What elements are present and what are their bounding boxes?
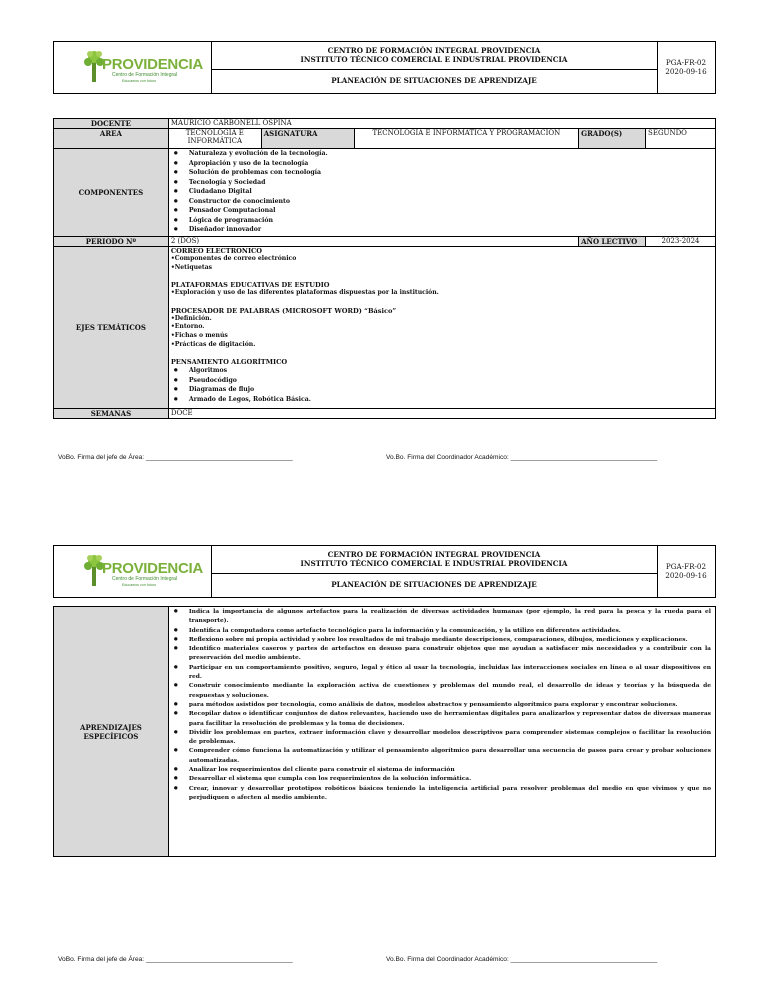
grado-label: GRADO(S) [579,129,646,149]
correo-title: CORREO ELECTRONICO [170,247,263,255]
header-title-line2: INSTITUTO TÉCNICO COMERCIAL E INDUSTRIAL PROVIDENCIA [300,559,568,568]
doc-code: PGA-FR-02 [665,562,707,571]
logo-name: PROVIDENCIA [102,560,203,577]
componente-item: ● Apropiación y uso de la tecnología [189,159,713,169]
aprendizaje-item: ● Reflexiono sobre mi propia actividad y sobre los resultados de mi trabajo mediante descripciones, comparaciones, dibujos, mediciones y explicaciones. [189,635,711,644]
asignatura-label: ASIGNATURA [261,129,354,149]
plataformas-item: •Exploración y uso de las diferentes plataformas dispuestas por la institución. [170,289,439,297]
providencia-logo [82,50,203,88]
ano-label: AÑO LECTIVO [579,237,646,247]
logo-sub: Centro de Formación Integral [112,576,178,582]
semanas-value: DOCE [168,409,715,419]
signature-jefe: VoBo. Firma del jefe de Área: ________________________________________ [58,956,293,963]
header-subtitle: PLANEACIÓN DE SITUACIONES DE APRENDIZAJE [331,580,537,589]
aprendizajes-list [171,607,711,802]
aprendizaje-item: ● Desarrollar el sistema que cumpla con los requerimientos de la solución informática. [189,774,711,783]
correo-item: •Componentes de correo electrónico [170,255,297,262]
procesador-item: •Fichas o menús [170,331,228,339]
providencia-logo [82,554,203,592]
signature-coordinador: Vo.Bo. Firma del Coordinador Académico: ________________________________________ [386,956,658,963]
doc-date: 2020-09-16 [665,571,707,580]
header-code-cell [657,42,715,93]
planning-table [53,118,716,419]
componente-item: ● Solución de problemas con tecnología [189,168,713,178]
componente-item: ● Tecnología y Sociedad [189,178,713,188]
pensamiento-title: PENSAMIENTO ALGORÍTMICO [170,358,288,367]
aprendizaje-item: ● Participar en un comportamiento positivo, seguro, legal y ético al usar la tecnología, incluidas las interacciones sociales en línea o al usar dispositivos en red. [189,663,711,682]
ejes-content [168,247,715,409]
header-title-cell [211,546,658,597]
aprendizaje-item: ● Construir conocimiento mediante la exploración activa de cuestiones y problemas del mundo real, el desarrollo de ideas y teorías y la búsqueda de respuestas y soluciones. [189,681,711,700]
aprendizaje-item: ● Comprender cómo funciona la automatización y utilizar el pensamiento algorítmico para desarrollar una secuencia de pasos para crear y probar soluciones automatizadas. [189,746,711,765]
ejes-label: EJES TEMÁTICOS [54,247,169,409]
docente-label: DOCENTE [54,119,169,129]
pensamiento-item: ● Pseudocódigo [189,376,713,386]
procesador-items [171,315,713,349]
ano-value: 2023-2024 [646,237,716,247]
header-title-line2: INSTITUTO TÉCNICO COMERCIAL E INDUSTRIAL PROVIDENCIA [300,55,568,64]
aprendizaje-item: ● Crear, innovar y desarrollar prototipos robóticos básicos teniendo la inteligencia artificial para resolver problemas del medio en que vivimos y que no perjudiquen o afecten al medio ambiente. [189,784,711,803]
componente-item: ● Diseñador innovador [189,225,713,235]
aprendizajes-label: APRENDIZAJES ESPECÍFICOS [54,607,169,857]
page1-header [53,41,716,94]
docente-value: MAURICIO CARBONELL OSPINA [168,119,715,129]
componente-item: ● Lógica de programación [189,216,713,226]
procesador-item: •Definición. [170,314,212,322]
asignatura-value: TECNOLOGIA E INFORMATICA Y PROGRAMACIÓN [354,129,579,149]
periodo-label: PERIODO Nº [54,237,169,247]
aprendizaje-item: ● Dividir los problemas en partes, extraer información clave y desarrollar modelos descriptivos para comprender sistemas complejos o facilitar la resolución de problemas. [189,728,711,747]
aprendizaje-item: ● Identifica la computadora como artefacto tecnológico para la información y la comunicación, y la utilizo en diferentes actividades. [189,626,711,635]
procesador-title: PROCESADOR DE PALABRAS (MICROSOFT WORD) “Básico” [170,306,397,315]
logo-name: PROVIDENCIA [102,56,203,73]
doc-date: 2020-09-16 [665,67,707,76]
aprendizaje-item: ● Indica la importancia de algunos artefactos para la realización de diversas actividades humanas (por ejemplo, la red para la pesca y la rueda para el transporte). [189,607,711,626]
componente-item: ● Naturaleza y evolución de la tecnología. [189,149,713,159]
periodo-value: 2 (DOS) [168,237,578,247]
header-title-cell [211,42,658,93]
semanas-label: SEMANAS [54,409,169,419]
header-title-line1: CENTRO DE FORMACIÓN INTEGRAL PROVIDENCIA [327,550,541,559]
header-subtitle: PLANEACIÓN DE SITUACIONES DE APRENDIZAJE [331,76,537,85]
procesador-item: •Prácticas de digitación. [170,340,256,348]
componente-item: ● Constructor de conocimiento [189,197,713,207]
componentes-list [171,149,713,235]
logo-tag: Educamos con futuro [122,79,156,83]
aprendizaje-item: ● Identifico materiales caseros y partes de artefactos en desuso para construir objetos que me ayudan a satisfacer mis necesidades y a contribuir con la preservación del medio ambiente. [189,644,711,663]
pensamiento-item: ● Armado de Legos, Robótica Básica. [189,395,713,405]
plataformas-items [171,289,713,298]
correo-item: •Netiquetas [170,263,213,271]
header-code-cell [657,546,715,597]
pensamiento-item: ● Algoritmos [189,366,713,376]
logo-sub: Centro de Formación Integral [112,72,178,78]
pensamiento-list [171,366,713,404]
logo-cell [54,546,212,597]
grado-value: SEGUNDO [646,129,716,149]
pensamiento-item: ● Diagramas de flujo [189,385,713,395]
signature-coordinador: Vo.Bo. Firma del Coordinador Académico: ________________________________________ [386,454,658,461]
logo-cell [54,42,212,93]
logo-tag: Educamos con futuro [122,583,156,587]
signature-jefe: VoBo. Firma del jefe de Área: ________________________________________ [58,454,293,461]
page2-header [53,545,716,598]
aprendizaje-item: ● Analizar los requerimientos del cliente para construir el sistema de información [189,765,711,774]
correo-items [171,255,713,272]
area-label: AREA [54,129,169,149]
componentes-label: COMPONENTES [54,149,169,237]
aprendizaje-item: ● Recopilar datos o identificar conjuntos de datos relevantes, haciendo uso de herramientas digitales para analizarlos y representar datos de diversas maneras para facilitar la resolución de problemas y la toma de decisiones. [189,709,711,728]
area-value: TECNOLOGÍA E INFORMÁTICA [168,129,261,149]
aprendizajes-table [53,606,716,857]
doc-code: PGA-FR-02 [665,58,707,67]
procesador-item: •Entorno. [170,323,205,331]
aprendizaje-item: ● para métodos asistidos por tecnología, como análisis de datos, modelos abstractos y pensamiento algorítmico para explorar y encontrar soluciones. [189,700,711,709]
header-title-line1: CENTRO DE FORMACIÓN INTEGRAL PROVIDENCIA [327,46,541,55]
plataformas-title: PLATAFORMAS EDUCATIVAS DE ESTUDIO [170,281,330,290]
componente-item: ● Pensador Computacional [189,206,713,216]
componente-item: ● Ciudadano Digital [189,187,713,197]
